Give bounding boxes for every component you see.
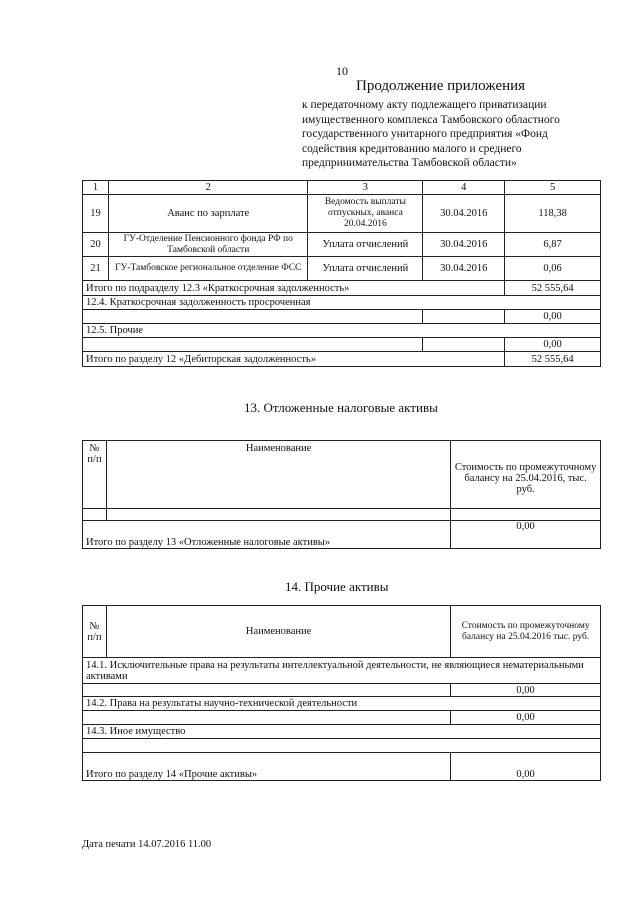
section-row xyxy=(83,725,601,739)
appendix-subtitle-line: к передаточному акту подлежащего приватизации xyxy=(302,99,547,111)
table-header-row xyxy=(83,441,601,509)
print-date: Дата печати 14.07.2016 11.00 xyxy=(82,839,212,850)
section-value: 0,00 xyxy=(451,684,601,697)
total-row xyxy=(83,521,601,549)
table-row xyxy=(83,257,601,281)
appendix-subtitle-line: государственного унитарного предприятия «Фонд xyxy=(302,128,548,141)
col-number-header: № п/п xyxy=(83,441,107,509)
total-row xyxy=(83,352,601,367)
empty-cell xyxy=(83,310,423,324)
empty-row xyxy=(83,509,601,521)
section-value: 0,00 xyxy=(451,711,601,725)
total-value: 52 555,64 xyxy=(505,352,601,367)
header-cell: 2 xyxy=(108,181,308,195)
empty-cell xyxy=(83,711,451,725)
header-cell: 1 xyxy=(83,181,109,195)
row-date: 30.04.2016 xyxy=(423,257,505,281)
section-value: 0,00 xyxy=(505,338,601,352)
section-row xyxy=(83,658,601,684)
total-row xyxy=(83,753,601,781)
row-name: ГУ-Тамбовское региональное отделение ФСС xyxy=(108,257,308,281)
section-row xyxy=(83,697,601,711)
empty-row xyxy=(83,310,601,324)
empty-cell xyxy=(83,739,601,753)
header-cell: 4 xyxy=(423,181,505,195)
empty-cell xyxy=(106,509,450,521)
row-document: Ведомость выплаты отпускных, аванса 20.04.2016 xyxy=(308,195,423,233)
total-label: Итого по разделу 13 «Отложенные налоговые активы» xyxy=(83,521,451,549)
subtotal-row xyxy=(83,281,601,296)
col-name-header: Наименование xyxy=(106,441,450,509)
page-number: 10 xyxy=(336,64,348,78)
section-label: 12.4. Краткосрочная задолженность просроченная xyxy=(83,296,601,310)
receivables-table xyxy=(82,180,601,367)
header-cell: 3 xyxy=(308,181,423,195)
col-cost-header: Стоимость по промежуточному балансу на 25.04.2016 тыс. руб. xyxy=(451,606,601,658)
empty-row xyxy=(83,739,601,753)
appendix-title: Продолжение приложения xyxy=(356,78,526,94)
subtotal-value: 52 555,64 xyxy=(505,281,601,296)
section-value: 0,00 xyxy=(505,310,601,324)
total-label: Итого по разделу 14 «Прочие активы» xyxy=(83,753,451,781)
row-sum: 0,06 xyxy=(505,257,601,281)
col-number-header: № п/п xyxy=(83,606,107,658)
total-label: Итого по разделу 12 «Дебиторская задолженность» xyxy=(83,352,505,367)
row-document: Уплата отчислений xyxy=(308,257,423,281)
value-row xyxy=(83,684,601,697)
section-13-title: 13. Отложенные налоговые активы xyxy=(244,400,438,415)
empty-cell xyxy=(83,509,107,521)
empty-cell xyxy=(423,338,505,352)
appendix-subtitle-line: предпринимательства Тамбовской области» xyxy=(302,157,517,170)
row-number: 20 xyxy=(83,233,109,257)
empty-cell xyxy=(451,509,601,521)
row-sum: 118,38 xyxy=(505,195,601,233)
total-value: 0,00 xyxy=(451,753,601,781)
header-cell: 5 xyxy=(505,181,601,195)
section-label: 14.2. Права на результаты научно-технической деятельности xyxy=(83,697,601,711)
empty-row xyxy=(83,338,601,352)
empty-cell xyxy=(83,684,451,697)
row-name: Аванс по зарплате xyxy=(108,195,308,233)
row-sum: 6,87 xyxy=(505,233,601,257)
value-row xyxy=(83,711,601,725)
row-date: 30.04.2016 xyxy=(423,233,505,257)
row-number: 19 xyxy=(83,195,109,233)
table-row xyxy=(83,233,601,257)
appendix-subtitle-line: содействия кредитованию малого и среднего xyxy=(302,142,522,155)
deferred-tax-table xyxy=(82,440,601,549)
table-row xyxy=(83,195,601,233)
row-number: 21 xyxy=(83,257,109,281)
col-name-header: Наименование xyxy=(106,606,450,658)
row-document: Уплата отчислений xyxy=(308,233,423,257)
other-assets-table xyxy=(82,605,601,781)
appendix-subtitle-line: имущественного комплекса Тамбовского областного xyxy=(302,113,560,126)
section-label: 12.5. Прочие xyxy=(83,324,601,338)
row-date: 30.04.2016 xyxy=(423,195,505,233)
section-14-title: 14. Прочие активы xyxy=(285,579,389,594)
table-header-row xyxy=(83,606,601,658)
empty-cell xyxy=(423,310,505,324)
section-label: 14.3. Иное имущество xyxy=(83,725,601,739)
total-value: 0,00 xyxy=(451,521,601,549)
appendix-subtitle xyxy=(302,98,602,171)
subtotal-label: Итого по подразделу 12.3 «Краткосрочная задолженность» xyxy=(83,281,505,296)
table-header-row xyxy=(83,181,601,195)
col-cost-header: Стоимость по промежуточному балансу на 25.04.2016, тыс. руб. xyxy=(451,441,601,509)
section-row xyxy=(83,296,601,310)
row-name: ГУ-Отделение Пенсионного фонда РФ по Тамбовской области xyxy=(108,233,308,257)
section-row xyxy=(83,324,601,338)
section-label: 14.1. Исключительные права на результаты интеллектуальной деятельности, не являющиеся нематериальными активами xyxy=(83,658,601,684)
empty-cell xyxy=(83,338,423,352)
